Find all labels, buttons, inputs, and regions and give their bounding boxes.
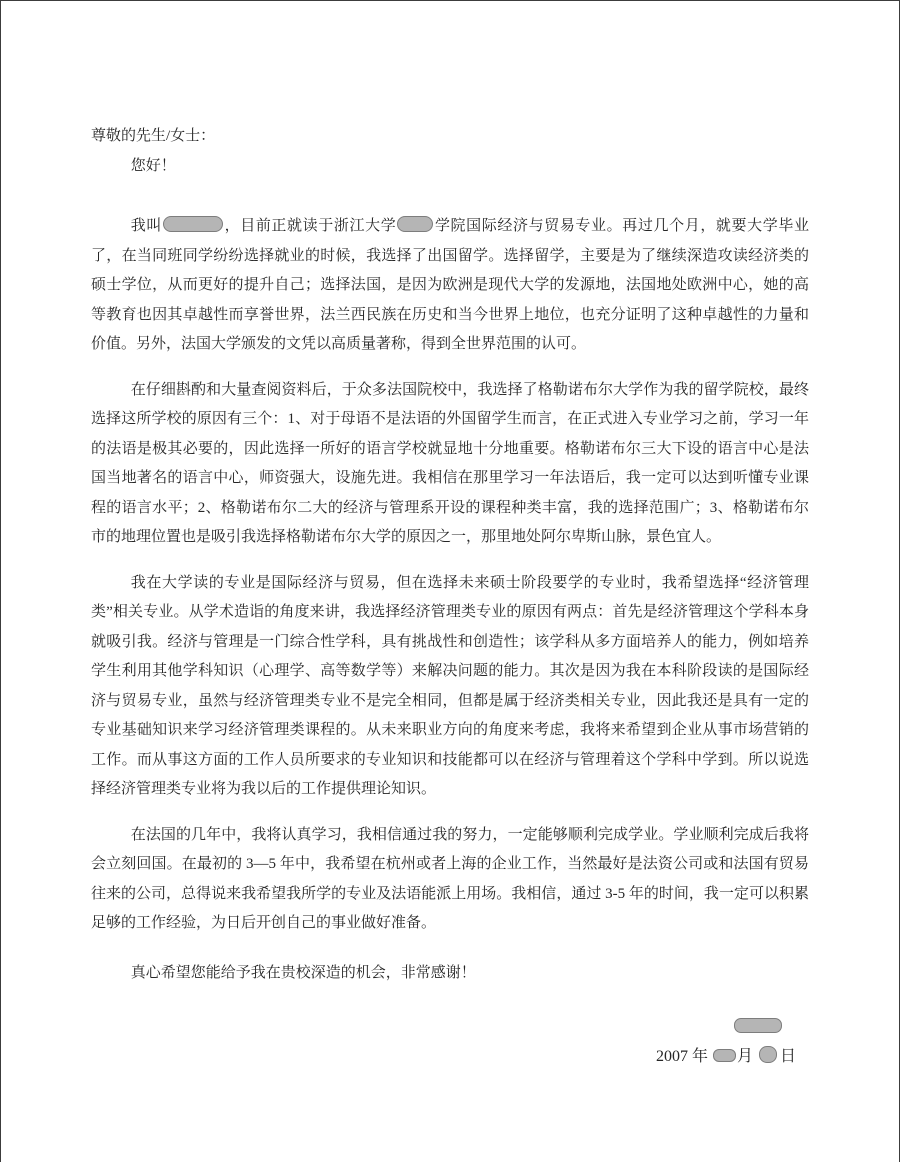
redacted-signature-blob — [734, 1018, 782, 1033]
paragraph-school-choice: 在仔细斟酌和大量查阅资料后，于众多法国院校中，我选择了格勒诺布尔大学作为我的留学院校，最终选择这所学校的原因有三个：1、对于母语不是法语的外国留学生而言，在正式进入专业学习之前，学习一年的法语是极其必要的，因此选择一所好的语言学校就显地十分地重要。格勒诺布尔三大下设的语言中心是法国当地著名的语言中心，师资强大，设施先进。我相信在那里学习一年法语后，我一定可以达到听懂专业课程的语言水平；2、格勒诺布尔二大的经济与管理系开设的课程种类丰富，我的选择范围广；3、格勒诺布尔市的地理位置也是吸引我选择格勒诺布尔大学的原因之一，那里地处阿尔卑斯山脉，景色宜人。 — [91, 381, 809, 545]
intro-text-before-name: 我叫 — [130, 218, 162, 234]
date-year: 2007 年 — [655, 1048, 708, 1065]
redacted-name-blob — [163, 216, 223, 232]
intro-text-after-name: ，目前正就读于浙江大学 — [223, 218, 397, 234]
date-month-label: 月 — [736, 1048, 753, 1065]
greeting: 您好！ — [130, 157, 176, 174]
closing-statement: 真心希望您能给予我在贵校深造的机会，非常感谢！ — [130, 964, 476, 981]
redacted-month-blob — [713, 1049, 736, 1062]
signature-row — [91, 1018, 809, 1034]
redacted-day-blob — [759, 1046, 777, 1063]
intro-text-rest: 学院国际经济与贸易专业。再过几个月，就要大学毕业了，在当同班同学纷纷选择就业的时候，我选择了出国留学。选择留学，主要是为了继续深造攻读经济类的硕士学位，从而更好的提升自己；选择法国，是因为欧洲是现代大学的发源地，法国地处欧洲中心，她的高等教育也因其卓越性而享誉世界，法兰西民族在历史和当今世界上地位，也充分证明了这种卓越性的力量和价值。另外，法国大学颁发的文凭以高质量著称，得到全世界范围的认可。 — [91, 218, 809, 352]
paragraph-major-choice: 我在大学读的专业是国际经济与贸易，但在选择未来硕士阶段要学的专业时，我希望选择“经济管理类”相关专业。从学术造诣的角度来讲，我选择经济管理类专业的原因有两点：首先是经济管理这个学科本身就吸引我。经济与管理是一门综合性学科，具有挑战性和创造性；该学科从多方面培养人的能力，例如培养学生利用其他学科知识（心理学、高等数学等）来解决问题的能力。其次是因为我在本科阶段读的是国际经济与贸易专业，虽然与经济管理类专业不是完全相同，但都是属于经济类相关专业，因此我还是具有一定的专业基础知识来学习经济管理类课程的。从未来职业方向的角度来考虑，我将来希望到企业从事市场营销的工作。而从事这方面的工作人员所要求的专业知识和技能都可以在经济与管理着这个学科中学到。所以说选择经济管理类专业将为我以后的工作提供理论知识。 — [91, 574, 809, 797]
salutation: 尊敬的先生/女士： — [91, 128, 216, 144]
redacted-college-blob — [397, 216, 433, 232]
date-day-label: 日 — [779, 1048, 796, 1065]
paragraph-future-plans: 在法国的几年中，我将认真学习，我相信通过我的努力，一定能够顺利完成学业。学业顺利完成后我将会立刻回国。在最初的 3—5 年中，我希望在杭州或者上海的企业工作，当然最好是法资公司或和法国有贸易往来的公司，总得说来我希望我所学的专业及法语能派上用场。我相信，通过 3-5 年的时间，我一定可以积累足够的工作经验，为日后开创自己的事业做好准备。 — [91, 826, 809, 931]
paragraph-intro — [91, 212, 809, 360]
date-line — [91, 1042, 809, 1072]
